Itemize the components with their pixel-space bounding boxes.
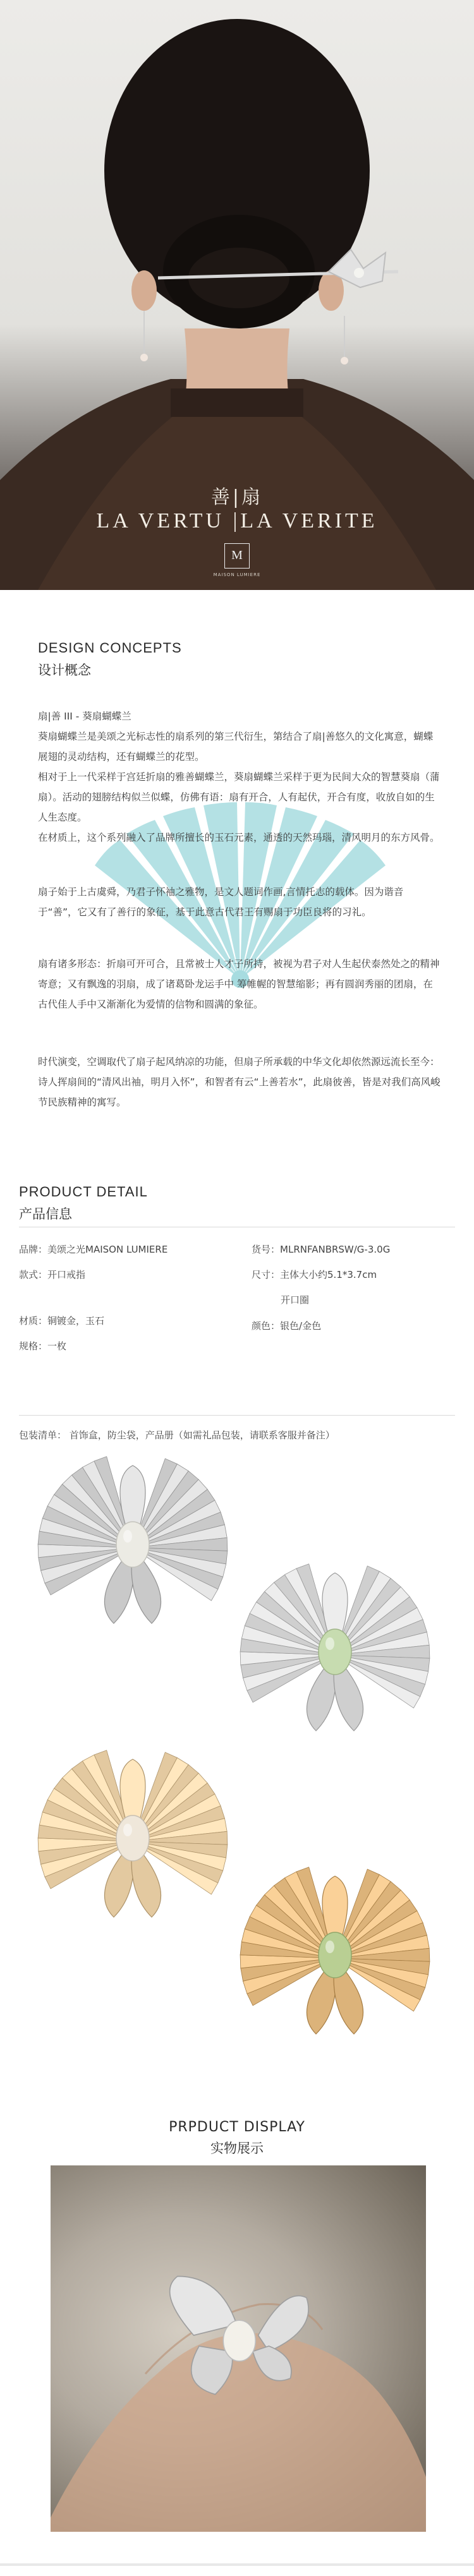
design-paragraph-5: 扇有诸多形态：折扇可开可合，且常被士人才子所持，被视为君子对人生起伏泰然处之的精神寄意；又有飘逸的羽扇，成了诸葛卧龙运手中 筹帷幄的智慧缩影；再有圆润秀丽的团扇，在古代佳人手中又渐渐化为爱情的信物和圆满的象征。 [38, 958, 440, 1010]
spec-sku: 货号：MLRNFANBRSW/G-3.0G [252, 1244, 391, 1255]
spec-style: 款式：开口戒指 [19, 1269, 86, 1280]
brand-logo: M [224, 543, 250, 569]
display-heading-cn: 实物展示 [210, 2141, 264, 2156]
spec-material: 材质：铜镀金，玉石 [19, 1315, 105, 1327]
footer-divider [0, 2563, 474, 2566]
detail-heading-en: PRODUCT DETAIL [19, 1184, 148, 1200]
design-heading-cn: 设计概念 [38, 663, 91, 678]
spec-quantity: 规格：一枚 [19, 1340, 67, 1352]
design-heading-en: DESIGN CONCEPTS [38, 640, 182, 656]
product-ring-silver-white [19, 1453, 246, 1642]
detail-heading-cn: 产品信息 [19, 1207, 72, 1222]
package-list: 包装清单： 首饰盒，防尘袋，产品册（如需礼品包装，请联系客服并备注） [19, 1429, 335, 1441]
spec-brand: 品牌：美颂之光MAISON LUMIERE [19, 1244, 168, 1255]
product-ring-gold-green [218, 1863, 452, 2053]
brand-logo-text: MAISON LUMIERE [213, 572, 261, 577]
design-paragraph-1: 葵扇蝴蝶兰是美颂之光标志性的扇系列的第三代衍生，第结合了扇|善悠久的文化寓意，蝴蝶展翅的灵动结构，还有蝴蝶兰的花型。 [38, 731, 434, 762]
design-paragraph-6: 时代演变，空调取代了扇子起风纳凉的功能，但扇子所承载的中华文化却依然源远流长至今：诗人挥扇间的“清风出袖，明月入怀”，和智者有云“上善若水”，此扇彼善，皆是对我们高风峻节民族精神的寓写。 [38, 1056, 441, 1108]
spec-color: 颜色：银色/金色 [252, 1320, 322, 1332]
design-paragraph-title: 扇|善 III - 葵扇蝴蝶兰 [38, 711, 131, 722]
product-ring-silver-green [218, 1560, 452, 1750]
detail-divider-bottom [19, 1415, 455, 1416]
product-display-photo [51, 2165, 426, 2532]
design-paragraph-4: 扇子始于上古虞舜，乃君子怀袖之雅物，是文人题词作画,言情托志的载体。因为谐音于“善”，它又有了善行的象征，基于此意古代君王有赐扇于功臣良将的习礼。 [38, 886, 404, 918]
hero-title-en: LA VERTU |LA VERITE [96, 509, 378, 533]
display-heading-en: PRPDUCT DISPLAY [169, 2119, 305, 2135]
product-ring-gold-white [19, 1747, 246, 1936]
hero-banner [0, 0, 474, 590]
design-paragraph-3: 在材质上，这个系列融入了品牌所擅长的玉石元素，通透的天然玛瑙，清风明月的东方风骨。 [38, 832, 440, 843]
design-paragraph-2: 相对于上一代采样于宫廷折扇的雅善蝴蝶兰，葵扇蝴蝶兰采样于更为民间大众的智慧葵扇（蒲扇）。活动的翅膀结构似兰似蝶，仿佛有语：扇有开合，人有起伏，开合有度，收放自如的生人生态度。 [38, 771, 440, 823]
spec-size-note: 开口圈 [281, 1294, 310, 1306]
hero-title-cn: 善|扇 [210, 486, 264, 509]
spec-size: 尺寸：主体大小约5.1*3.7cm [252, 1269, 377, 1280]
